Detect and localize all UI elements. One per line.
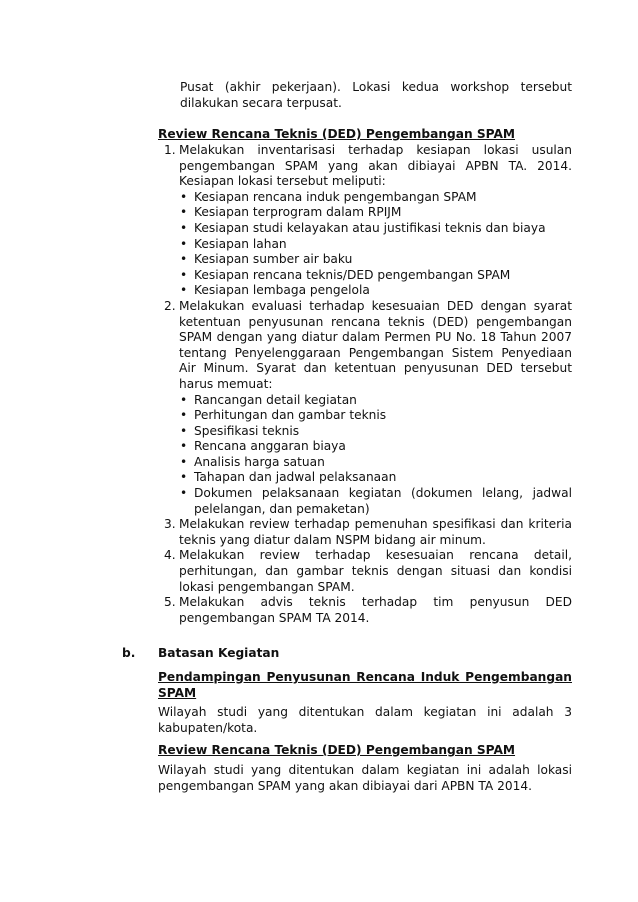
readiness-bullet-list bbox=[179, 190, 572, 299]
list-item-text: Melakukan evaluasi terhadap kesesuaian DED dengan syarat ketentuan penyusunan rencana teknis (DED) pengembangan SPAM dengan yang diatur dalam Permen PU No. 18 Tahun 2007 tentang Penyelenggaraan Pengembangan Sistem Penyediaan Air Minum. Syarat dan ketentuan penyusunan DED tersebut harus memuat: bbox=[179, 298, 572, 391]
bullet-item: • Kesiapan studi kelayakan atau justifikasi teknis dan biaya bbox=[179, 221, 572, 237]
list-number: 5. bbox=[164, 595, 176, 610]
review-task-item-1 bbox=[164, 143, 572, 299]
list-number: 3. bbox=[164, 517, 176, 532]
review-section-heading: Review Rencana Teknis (DED) Pengembangan SPAM bbox=[158, 127, 516, 141]
ded-requirement-bullet-list bbox=[179, 393, 572, 518]
list-number: 1. bbox=[164, 143, 176, 157]
review-task-item-4 bbox=[164, 548, 572, 595]
sub1-paragraph: Wilayah studi yang ditentukan dalam kegiatan ini adalah 3 kabupaten/kota. bbox=[158, 705, 572, 735]
bullet-item: • Tahapan dan jadwal pelaksanaan bbox=[179, 470, 572, 486]
sub1-heading: Pendampingan Penyusunan Rencana Induk Pengembangan SPAM bbox=[158, 670, 572, 700]
bullet-item: • Kesiapan sumber air baku bbox=[179, 252, 572, 268]
list-item-text: Melakukan review terhadap pemenuhan spesifikasi dan kriteria teknis yang diatur dalam NSPM bidang air minum. bbox=[179, 517, 572, 547]
bullet-item: • Kesiapan lembaga pengelola bbox=[179, 283, 572, 299]
list-item-text: Melakukan inventarisasi terhadap kesiapan lokasi usulan pengembangan SPAM yang akan dibiayai APBN TA. 2014. Kesiapan lokasi tersebut meliputi: bbox=[179, 143, 572, 189]
list-item-text: Melakukan review terhadap kesesuaian rencana detail, perhitungan, dan gambar teknis dengan situasi dan kondisi lokasi pengembangan SPAM. bbox=[179, 548, 572, 594]
intro-paragraph: Pusat (akhir pekerjaan). Lokasi kedua workshop tersebut dilakukan secara terpusat. bbox=[180, 80, 572, 110]
sub2-heading: Review Rencana Teknis (DED) Pengembangan SPAM bbox=[158, 743, 516, 757]
bullet-item: • Dokumen pelaksanaan kegiatan (dokumen lelang, jadwal pelelangan, dan pemaketan) bbox=[179, 486, 572, 517]
review-task-item-5 bbox=[164, 595, 572, 626]
bullet-item: • Kesiapan terprogram dalam RPIJM bbox=[179, 205, 572, 221]
bullet-item: • Kesiapan rencana induk pengembangan SPAM bbox=[179, 190, 572, 206]
list-number: 4. bbox=[164, 548, 176, 563]
review-task-list bbox=[164, 143, 572, 626]
bullet-item: • Rencana anggaran biaya bbox=[179, 439, 572, 455]
bullet-item: • Perhitungan dan gambar teknis bbox=[179, 408, 572, 424]
section-b-title: Batasan Kegiatan bbox=[158, 646, 280, 660]
review-task-item-3 bbox=[164, 517, 572, 548]
list-item-text: Melakukan advis teknis terhadap tim penyusun DED pengembangan SPAM TA 2014. bbox=[179, 595, 572, 625]
review-task-item-2 bbox=[164, 299, 572, 517]
list-number: 2. bbox=[164, 298, 176, 313]
sub2-paragraph: Wilayah studi yang ditentukan dalam kegiatan ini adalah lokasi pengembangan SPAM yang akan dibiayai dari APBN TA 2014. bbox=[158, 763, 572, 793]
bullet-item: • Kesiapan rencana teknis/DED pengembangan SPAM bbox=[179, 268, 572, 284]
bullet-item: • Spesifikasi teknis bbox=[179, 424, 572, 440]
section-letter: b. bbox=[122, 646, 136, 660]
bullet-item: • Kesiapan lahan bbox=[179, 237, 572, 253]
bullet-item: • Analisis harga satuan bbox=[179, 455, 572, 471]
bullet-item: • Rancangan detail kegiatan bbox=[179, 393, 572, 409]
